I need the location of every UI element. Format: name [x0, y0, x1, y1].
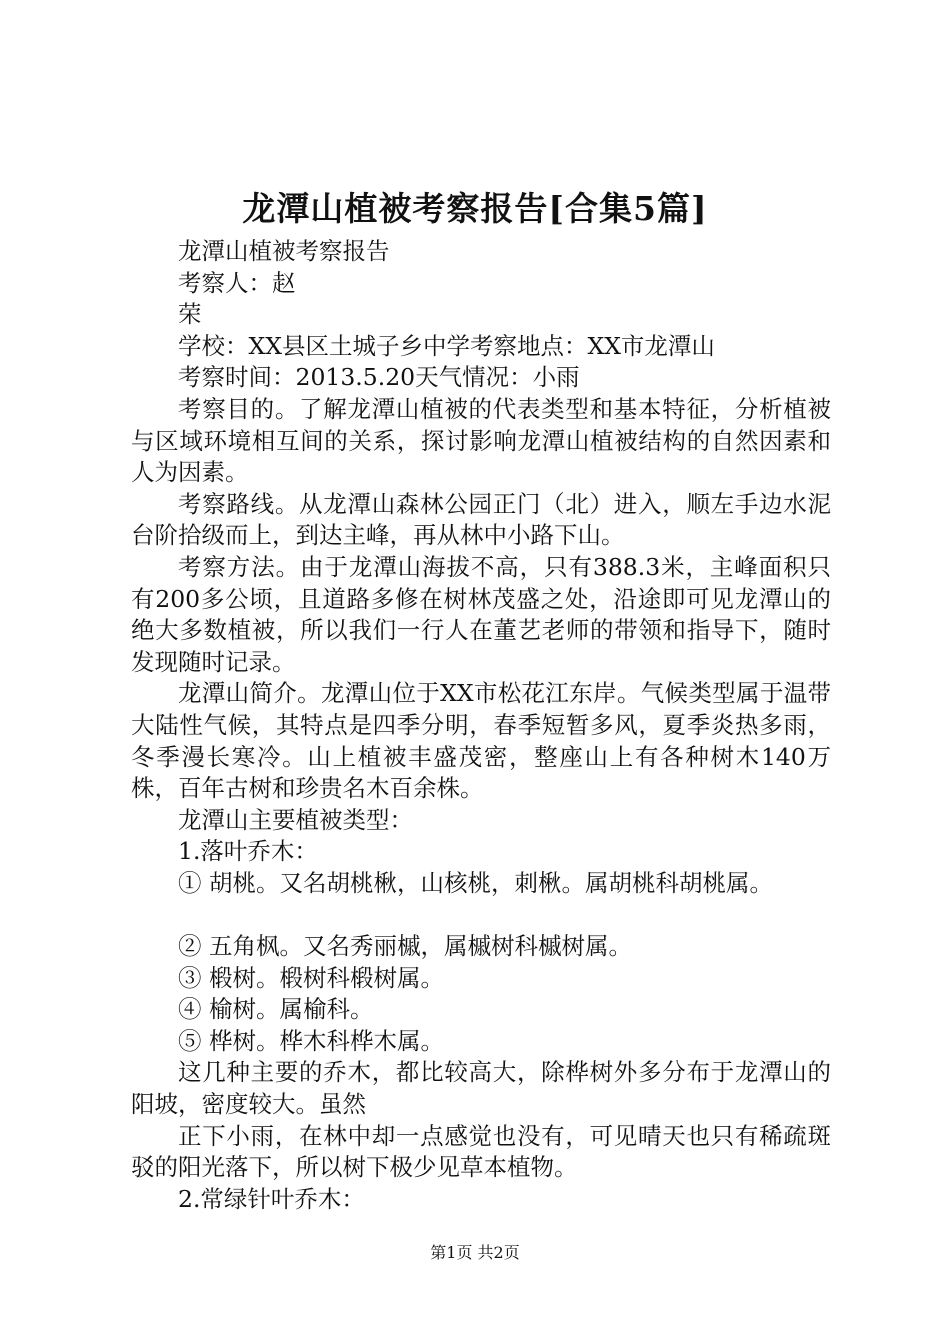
list-item-walnut: ① 胡桃。又名胡桃楸，山核桃，刺楸。属胡桃科胡桃属。: [178, 868, 773, 897]
paragraph-introduction: 龙潭山简介。龙潭山位于XX市松花江东岸。气候类型属于温带大陆性气候，其特点是四季分明，春季短暂多风，夏季炎热多雨，冬季漫长寒冷。山上植被丰盛茂密，整座山上有各种树木140万株，百年古树和珍贵名木百余株。: [131, 679, 831, 803]
paragraph-report-heading: 龙潭山植被考察报告: [178, 237, 390, 265]
list-item-elm: ④ 榆树。属榆科。: [178, 995, 374, 1024]
paragraph-method: 考察方法。由于龙潭山海拔不高，只有388.3米，主峰面积只有200多公顷，且道路多修在树林茂盛之处，沿途即可见龙潭山的绝大多数植被，所以我们一行人在董艺老师的带领和指导下，随时发现随时记录。: [131, 552, 831, 676]
list-item-birch: ⑤ 桦树。桦木科桦木属。: [178, 1026, 444, 1055]
paragraph-tree-distribution: 这几种主要的乔木，都比较高大，除桦树外多分布于龙潭山的阳坡，密度较大。虽然: [131, 1058, 831, 1119]
blank-line: [131, 899, 831, 931]
paragraph-school-location: 学校：XX县区土城子乡中学考察地点：XX市龙潭山: [178, 331, 715, 360]
paragraph-investigator-name-cont: 荣: [178, 300, 202, 329]
paragraph-rain-observation: 正下小雨，在林中却一点感觉也没有，可见晴天也只有稀疏斑驳的阳光落下，所以树下极少见草本植物。: [131, 1121, 831, 1182]
paragraph-purpose: 考察目的。了解龙潭山植被的代表类型和基本特征，分析植被与区域环境相互间的关系，探讨影响龙潭山植被结构的自然因素和人为因素。: [131, 394, 831, 487]
list-item-maple: ② 五角枫。又名秀丽槭，属槭树科槭树属。: [178, 932, 632, 961]
paragraph-investigator: 考察人：赵: [178, 268, 296, 297]
document-body: [131, 236, 831, 1215]
page-number-footer: 第1页 共2页: [430, 1243, 520, 1262]
paragraph-time-weather: 考察时间：2013.5.20天气情况：小雨: [178, 363, 580, 392]
paragraph-deciduous-trees: 1.落叶乔木：: [178, 837, 318, 866]
document-title: 龙潭山植被考察报告[合集5篇]: [242, 189, 708, 228]
paragraph-route: 考察路线。从龙潭山森林公园正门（北）进入，顺左手边水泥台阶拾级而上，到达主峰，再从林中小路下山。: [131, 489, 831, 550]
paragraph-evergreen-trees: 2.常绿针叶乔木：: [178, 1184, 365, 1213]
list-item-linden: ③ 椴树。椴树科椴树属。: [178, 963, 444, 992]
paragraph-vegetation-types: 龙潭山主要植被类型：: [178, 805, 413, 834]
